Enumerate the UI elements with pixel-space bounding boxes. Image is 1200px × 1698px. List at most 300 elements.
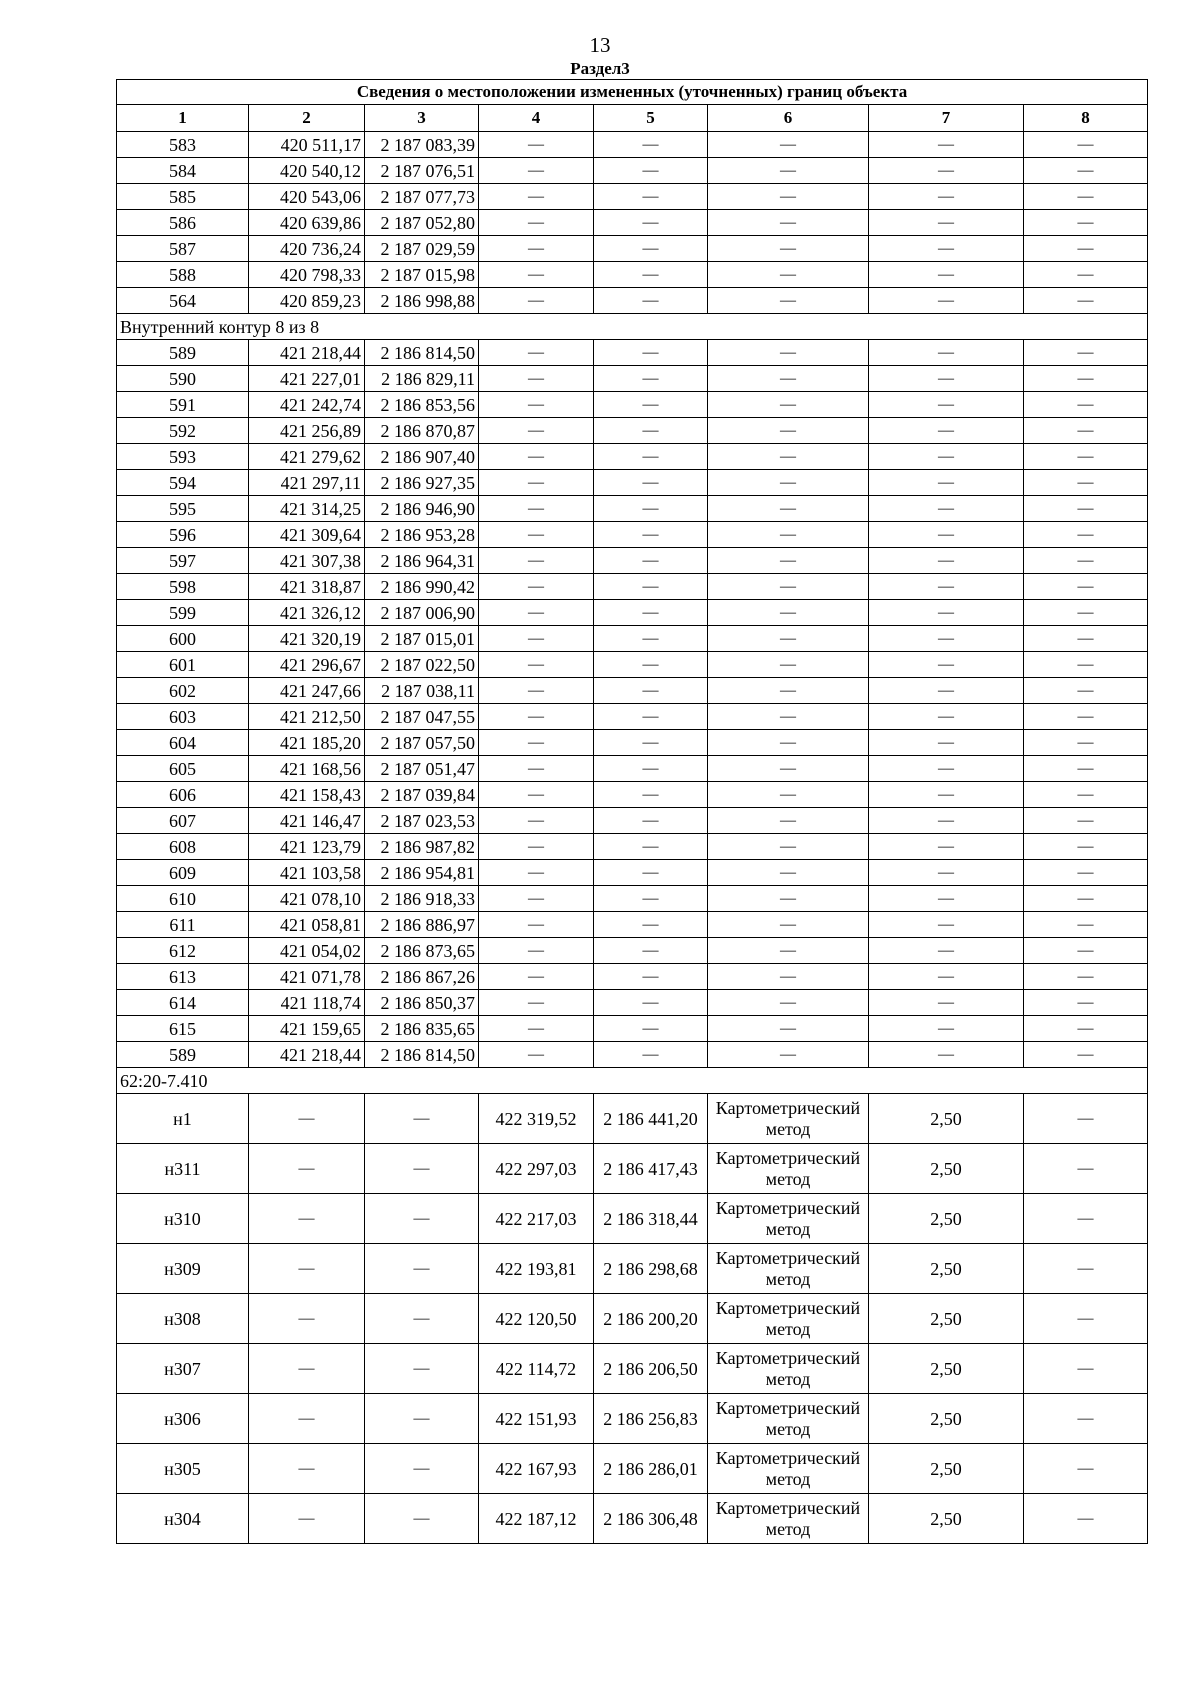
empty-value-cell: —: [594, 652, 708, 678]
new-x-coordinate-cell: 422 297,03: [479, 1144, 594, 1194]
contour-group-row: [117, 314, 1148, 340]
x-coordinate-cell: 421 159,65: [249, 1016, 365, 1042]
x-coordinate-cell: 421 320,19: [249, 626, 365, 652]
empty-value-cell: —: [1024, 652, 1148, 678]
empty-value-cell: —: [869, 340, 1024, 366]
empty-value-cell: —: [708, 158, 869, 184]
point-number-cell: 589: [117, 1042, 249, 1068]
x-coordinate-cell: 421 168,56: [249, 756, 365, 782]
new-y-coordinate-cell: 2 186 200,20: [594, 1294, 708, 1344]
point-number-cell: н310: [117, 1194, 249, 1244]
empty-value-cell: —: [708, 808, 869, 834]
point-number-cell: 587: [117, 236, 249, 262]
x-coordinate-cell: 421 158,43: [249, 782, 365, 808]
point-number-cell: 595: [117, 496, 249, 522]
empty-value-cell: —: [1024, 1444, 1148, 1494]
table-row: [117, 886, 1148, 912]
empty-value-cell: —: [1024, 236, 1148, 262]
empty-value-cell: —: [869, 886, 1024, 912]
new-x-coordinate-cell: 422 217,03: [479, 1194, 594, 1244]
new-y-coordinate-cell: 2 186 206,50: [594, 1344, 708, 1394]
empty-value-cell: —: [869, 808, 1024, 834]
y-coordinate-cell: 2 186 990,42: [365, 574, 479, 600]
x-coordinate-cell: 420 798,33: [249, 262, 365, 288]
new-x-coordinate-cell: 422 151,93: [479, 1394, 594, 1444]
empty-value-cell: —: [249, 1294, 365, 1344]
table-row: [117, 1194, 1148, 1244]
empty-value-cell: —: [708, 418, 869, 444]
accuracy-cell: 2,50: [869, 1344, 1024, 1394]
empty-value-cell: —: [249, 1144, 365, 1194]
x-coordinate-cell: 420 540,12: [249, 158, 365, 184]
point-number-cell: н307: [117, 1344, 249, 1394]
empty-value-cell: —: [479, 600, 594, 626]
empty-value-cell: —: [594, 1042, 708, 1068]
empty-value-cell: —: [1024, 912, 1148, 938]
empty-value-cell: —: [249, 1094, 365, 1144]
empty-value-cell: —: [594, 678, 708, 704]
column-number: 1: [117, 105, 249, 132]
y-coordinate-cell: 2 187 015,01: [365, 626, 479, 652]
method-cell: Картометрический метод: [708, 1144, 869, 1194]
x-coordinate-cell: 421 058,81: [249, 912, 365, 938]
new-y-coordinate-cell: 2 186 286,01: [594, 1444, 708, 1494]
point-number-cell: 593: [117, 444, 249, 470]
y-coordinate-cell: 2 186 835,65: [365, 1016, 479, 1042]
empty-value-cell: —: [708, 184, 869, 210]
table-row: [117, 262, 1148, 288]
y-coordinate-cell: 2 186 987,82: [365, 834, 479, 860]
table-row: [117, 652, 1148, 678]
empty-value-cell: —: [1024, 522, 1148, 548]
empty-value-cell: —: [708, 600, 869, 626]
point-number-cell: н304: [117, 1494, 249, 1544]
empty-value-cell: —: [594, 288, 708, 314]
empty-value-cell: —: [1024, 548, 1148, 574]
x-coordinate-cell: 420 511,17: [249, 132, 365, 158]
empty-value-cell: —: [1024, 860, 1148, 886]
empty-value-cell: —: [869, 990, 1024, 1016]
point-number-cell: 594: [117, 470, 249, 496]
x-coordinate-cell: 421 326,12: [249, 600, 365, 626]
empty-value-cell: —: [708, 470, 869, 496]
table-row: [117, 132, 1148, 158]
method-cell: Картометрический метод: [708, 1394, 869, 1444]
empty-value-cell: —: [479, 470, 594, 496]
table-row: [117, 834, 1148, 860]
x-coordinate-cell: 421 279,62: [249, 444, 365, 470]
x-coordinate-cell: 421 309,64: [249, 522, 365, 548]
point-number-cell: 596: [117, 522, 249, 548]
x-coordinate-cell: 421 242,74: [249, 392, 365, 418]
empty-value-cell: —: [708, 626, 869, 652]
empty-value-cell: —: [869, 756, 1024, 782]
empty-value-cell: —: [869, 184, 1024, 210]
new-y-coordinate-cell: 2 186 306,48: [594, 1494, 708, 1544]
point-number-cell: 614: [117, 990, 249, 1016]
table-row: [117, 496, 1148, 522]
accuracy-cell: 2,50: [869, 1444, 1024, 1494]
table-row: [117, 470, 1148, 496]
empty-value-cell: —: [479, 366, 594, 392]
empty-value-cell: —: [365, 1144, 479, 1194]
empty-value-cell: —: [594, 158, 708, 184]
column-number: 4: [479, 105, 594, 132]
empty-value-cell: —: [365, 1394, 479, 1444]
empty-value-cell: —: [479, 132, 594, 158]
empty-value-cell: —: [1024, 990, 1148, 1016]
y-coordinate-cell: 2 187 006,90: [365, 600, 479, 626]
table-row: [117, 990, 1148, 1016]
method-cell: Картометрический метод: [708, 1494, 869, 1544]
empty-value-cell: —: [1024, 730, 1148, 756]
contour-group-row: [117, 1068, 1148, 1094]
empty-value-cell: —: [479, 964, 594, 990]
accuracy-cell: 2,50: [869, 1194, 1024, 1244]
y-coordinate-cell: 2 186 814,50: [365, 340, 479, 366]
table-body: [117, 132, 1148, 1544]
table-row: [117, 158, 1148, 184]
point-number-cell: н311: [117, 1144, 249, 1194]
empty-value-cell: —: [594, 184, 708, 210]
empty-value-cell: —: [869, 574, 1024, 600]
empty-value-cell: —: [479, 392, 594, 418]
empty-value-cell: —: [708, 834, 869, 860]
column-number-row: [117, 105, 1148, 132]
empty-value-cell: —: [869, 964, 1024, 990]
empty-value-cell: —: [708, 340, 869, 366]
empty-value-cell: —: [479, 418, 594, 444]
table-row: [117, 288, 1148, 314]
empty-value-cell: —: [479, 496, 594, 522]
new-x-coordinate-cell: 422 319,52: [479, 1094, 594, 1144]
y-coordinate-cell: 2 186 850,37: [365, 990, 479, 1016]
y-coordinate-cell: 2 187 083,39: [365, 132, 479, 158]
table-row: [117, 418, 1148, 444]
empty-value-cell: —: [869, 522, 1024, 548]
new-x-coordinate-cell: 422 187,12: [479, 1494, 594, 1544]
empty-value-cell: —: [594, 132, 708, 158]
empty-value-cell: —: [708, 938, 869, 964]
empty-value-cell: —: [1024, 1094, 1148, 1144]
x-coordinate-cell: 420 736,24: [249, 236, 365, 262]
empty-value-cell: —: [594, 704, 708, 730]
table-row: [117, 1294, 1148, 1344]
empty-value-cell: —: [594, 340, 708, 366]
empty-value-cell: —: [479, 782, 594, 808]
table-row: [117, 522, 1148, 548]
empty-value-cell: —: [1024, 210, 1148, 236]
empty-value-cell: —: [479, 704, 594, 730]
empty-value-cell: —: [1024, 340, 1148, 366]
empty-value-cell: —: [479, 444, 594, 470]
empty-value-cell: —: [708, 262, 869, 288]
new-x-coordinate-cell: 422 114,72: [479, 1344, 594, 1394]
x-coordinate-cell: 421 218,44: [249, 1042, 365, 1068]
empty-value-cell: —: [249, 1244, 365, 1294]
empty-value-cell: —: [594, 210, 708, 236]
table-row: [117, 340, 1148, 366]
empty-value-cell: —: [869, 678, 1024, 704]
empty-value-cell: —: [479, 1016, 594, 1042]
y-coordinate-cell: 2 186 946,90: [365, 496, 479, 522]
empty-value-cell: —: [869, 262, 1024, 288]
y-coordinate-cell: 2 186 954,81: [365, 860, 479, 886]
x-coordinate-cell: 421 212,50: [249, 704, 365, 730]
empty-value-cell: —: [1024, 418, 1148, 444]
table-row: [117, 938, 1148, 964]
empty-value-cell: —: [1024, 470, 1148, 496]
column-number: 6: [708, 105, 869, 132]
empty-value-cell: —: [708, 678, 869, 704]
point-number-cell: н305: [117, 1444, 249, 1494]
empty-value-cell: —: [365, 1444, 479, 1494]
empty-value-cell: —: [594, 756, 708, 782]
empty-value-cell: —: [249, 1194, 365, 1244]
point-number-cell: 611: [117, 912, 249, 938]
accuracy-cell: 2,50: [869, 1394, 1024, 1444]
x-coordinate-cell: 421 227,01: [249, 366, 365, 392]
table-row: [117, 730, 1148, 756]
empty-value-cell: —: [479, 626, 594, 652]
point-number-cell: н309: [117, 1244, 249, 1294]
empty-value-cell: —: [594, 782, 708, 808]
empty-value-cell: —: [869, 938, 1024, 964]
point-number-cell: 564: [117, 288, 249, 314]
y-coordinate-cell: 2 187 076,51: [365, 158, 479, 184]
table-row: [117, 860, 1148, 886]
empty-value-cell: —: [1024, 704, 1148, 730]
point-number-cell: 586: [117, 210, 249, 236]
empty-value-cell: —: [594, 938, 708, 964]
table-row: [117, 444, 1148, 470]
empty-value-cell: —: [1024, 834, 1148, 860]
empty-value-cell: —: [708, 886, 869, 912]
empty-value-cell: —: [479, 262, 594, 288]
point-number-cell: 589: [117, 340, 249, 366]
empty-value-cell: —: [708, 522, 869, 548]
empty-value-cell: —: [594, 574, 708, 600]
accuracy-cell: 2,50: [869, 1094, 1024, 1144]
empty-value-cell: —: [1024, 782, 1148, 808]
empty-value-cell: —: [708, 496, 869, 522]
table-row: [117, 600, 1148, 626]
table-row: [117, 678, 1148, 704]
empty-value-cell: —: [1024, 288, 1148, 314]
empty-value-cell: —: [479, 652, 594, 678]
point-number-cell: 588: [117, 262, 249, 288]
table-row: [117, 1494, 1148, 1544]
empty-value-cell: —: [1024, 600, 1148, 626]
column-number: 8: [1024, 105, 1148, 132]
empty-value-cell: —: [869, 392, 1024, 418]
empty-value-cell: —: [708, 236, 869, 262]
table-row: [117, 366, 1148, 392]
point-number-cell: 607: [117, 808, 249, 834]
empty-value-cell: —: [1024, 1494, 1148, 1544]
empty-value-cell: —: [479, 912, 594, 938]
empty-value-cell: —: [594, 600, 708, 626]
empty-value-cell: —: [869, 1042, 1024, 1068]
point-number-cell: 603: [117, 704, 249, 730]
empty-value-cell: —: [869, 834, 1024, 860]
x-coordinate-cell: 420 543,06: [249, 184, 365, 210]
point-number-cell: 584: [117, 158, 249, 184]
new-x-coordinate-cell: 422 193,81: [479, 1244, 594, 1294]
new-y-coordinate-cell: 2 186 417,43: [594, 1144, 708, 1194]
empty-value-cell: —: [708, 1016, 869, 1042]
point-number-cell: 608: [117, 834, 249, 860]
table-row: [117, 392, 1148, 418]
y-coordinate-cell: 2 186 998,88: [365, 288, 479, 314]
empty-value-cell: —: [594, 964, 708, 990]
x-coordinate-cell: 421 296,67: [249, 652, 365, 678]
empty-value-cell: —: [594, 626, 708, 652]
y-coordinate-cell: 2 186 918,33: [365, 886, 479, 912]
point-number-cell: 585: [117, 184, 249, 210]
point-number-cell: 602: [117, 678, 249, 704]
y-coordinate-cell: 2 186 964,31: [365, 548, 479, 574]
empty-value-cell: —: [479, 340, 594, 366]
point-number-cell: 590: [117, 366, 249, 392]
empty-value-cell: —: [869, 730, 1024, 756]
empty-value-cell: —: [594, 496, 708, 522]
empty-value-cell: —: [708, 548, 869, 574]
empty-value-cell: —: [708, 210, 869, 236]
empty-value-cell: —: [869, 704, 1024, 730]
x-coordinate-cell: 421 297,11: [249, 470, 365, 496]
empty-value-cell: —: [594, 1016, 708, 1042]
point-number-cell: 610: [117, 886, 249, 912]
empty-value-cell: —: [479, 210, 594, 236]
table-row: [117, 548, 1148, 574]
empty-value-cell: —: [1024, 1194, 1148, 1244]
empty-value-cell: —: [869, 418, 1024, 444]
new-y-coordinate-cell: 2 186 256,83: [594, 1394, 708, 1444]
y-coordinate-cell: 2 186 814,50: [365, 1042, 479, 1068]
method-cell: Картометрический метод: [708, 1344, 869, 1394]
empty-value-cell: —: [1024, 1344, 1148, 1394]
empty-value-cell: —: [708, 652, 869, 678]
new-x-coordinate-cell: 422 120,50: [479, 1294, 594, 1344]
empty-value-cell: —: [869, 600, 1024, 626]
empty-value-cell: —: [1024, 1244, 1148, 1294]
empty-value-cell: —: [365, 1294, 479, 1344]
empty-value-cell: —: [365, 1494, 479, 1544]
empty-value-cell: —: [708, 730, 869, 756]
empty-value-cell: —: [479, 990, 594, 1016]
empty-value-cell: —: [479, 860, 594, 886]
y-coordinate-cell: 2 186 873,65: [365, 938, 479, 964]
empty-value-cell: —: [249, 1344, 365, 1394]
accuracy-cell: 2,50: [869, 1144, 1024, 1194]
x-coordinate-cell: 421 314,25: [249, 496, 365, 522]
y-coordinate-cell: 2 186 907,40: [365, 444, 479, 470]
empty-value-cell: —: [1024, 158, 1148, 184]
empty-value-cell: —: [1024, 964, 1148, 990]
table-row: [117, 704, 1148, 730]
empty-value-cell: —: [869, 782, 1024, 808]
empty-value-cell: —: [708, 782, 869, 808]
empty-value-cell: —: [1024, 1016, 1148, 1042]
y-coordinate-cell: 2 187 029,59: [365, 236, 479, 262]
empty-value-cell: —: [479, 938, 594, 964]
x-coordinate-cell: 421 054,02: [249, 938, 365, 964]
empty-value-cell: —: [479, 184, 594, 210]
empty-value-cell: —: [1024, 392, 1148, 418]
empty-value-cell: —: [869, 470, 1024, 496]
empty-value-cell: —: [708, 574, 869, 600]
empty-value-cell: —: [594, 990, 708, 1016]
table-row: [117, 964, 1148, 990]
empty-value-cell: —: [365, 1344, 479, 1394]
new-y-coordinate-cell: 2 186 441,20: [594, 1094, 708, 1144]
empty-value-cell: —: [869, 366, 1024, 392]
empty-value-cell: —: [479, 808, 594, 834]
empty-value-cell: —: [594, 522, 708, 548]
y-coordinate-cell: 2 187 077,73: [365, 184, 479, 210]
x-coordinate-cell: 421 256,89: [249, 418, 365, 444]
x-coordinate-cell: 420 859,23: [249, 288, 365, 314]
point-number-cell: 604: [117, 730, 249, 756]
page-number: 13: [589, 33, 611, 57]
contour-label: 62:20-7.410: [117, 1068, 1148, 1094]
empty-value-cell: —: [708, 444, 869, 470]
empty-value-cell: —: [594, 886, 708, 912]
x-coordinate-cell: 421 146,47: [249, 808, 365, 834]
empty-value-cell: —: [479, 1042, 594, 1068]
x-coordinate-cell: 421 218,44: [249, 340, 365, 366]
y-coordinate-cell: 2 187 051,47: [365, 756, 479, 782]
point-number-cell: н1: [117, 1094, 249, 1144]
empty-value-cell: —: [1024, 886, 1148, 912]
empty-value-cell: —: [594, 860, 708, 886]
empty-value-cell: —: [1024, 938, 1148, 964]
empty-value-cell: —: [1024, 444, 1148, 470]
empty-value-cell: —: [1024, 1294, 1148, 1344]
empty-value-cell: —: [708, 1042, 869, 1068]
x-coordinate-cell: 421 123,79: [249, 834, 365, 860]
method-cell: Картометрический метод: [708, 1194, 869, 1244]
x-coordinate-cell: 421 103,58: [249, 860, 365, 886]
empty-value-cell: —: [594, 366, 708, 392]
table-caption: Сведения о местоположении измененных (уточненных) границ объекта: [117, 80, 1148, 105]
new-y-coordinate-cell: 2 186 298,68: [594, 1244, 708, 1294]
empty-value-cell: —: [365, 1244, 479, 1294]
point-number-cell: 598: [117, 574, 249, 600]
y-coordinate-cell: 2 187 022,50: [365, 652, 479, 678]
empty-value-cell: —: [249, 1444, 365, 1494]
point-number-cell: 601: [117, 652, 249, 678]
point-number-cell: 605: [117, 756, 249, 782]
empty-value-cell: —: [594, 548, 708, 574]
empty-value-cell: —: [479, 288, 594, 314]
empty-value-cell: —: [1024, 184, 1148, 210]
empty-value-cell: —: [594, 418, 708, 444]
empty-value-cell: —: [1024, 366, 1148, 392]
empty-value-cell: —: [869, 860, 1024, 886]
empty-value-cell: —: [869, 236, 1024, 262]
empty-value-cell: —: [869, 1016, 1024, 1042]
empty-value-cell: —: [708, 288, 869, 314]
table-row: [117, 1394, 1148, 1444]
column-number: 2: [249, 105, 365, 132]
empty-value-cell: —: [594, 444, 708, 470]
y-coordinate-cell: 2 187 047,55: [365, 704, 479, 730]
column-number: 5: [594, 105, 708, 132]
method-cell: Картометрический метод: [708, 1444, 869, 1494]
empty-value-cell: —: [1024, 808, 1148, 834]
